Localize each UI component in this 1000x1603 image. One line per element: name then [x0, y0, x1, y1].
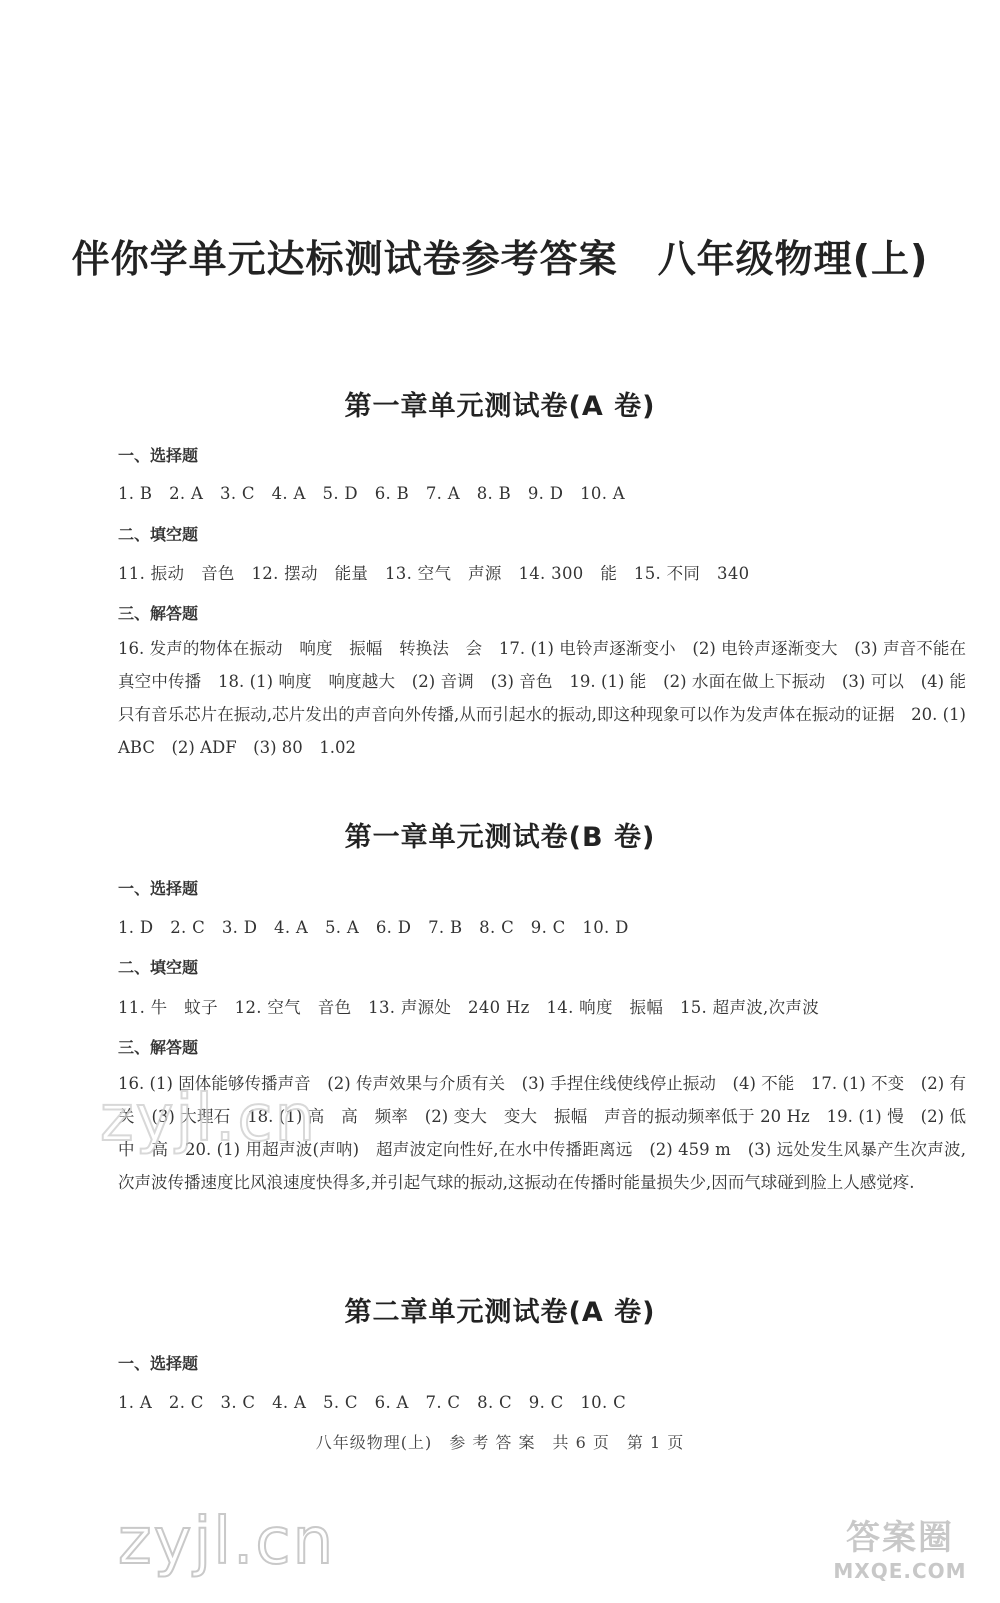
choice-answers: 1. D 2. C 3. D 4. A 5. A 6. D 7. B 8. C 9. C 10. D: [118, 918, 629, 937]
section-title-ch2-a: 第二章单元测试卷(A 卷): [344, 1297, 656, 1328]
solve-answers: 16. (1) 固体能够传播声音 (2) 传声效果与介质有关 (3) 手捏住线使线停止振动 (4) 不能 17. (1) 不变 (2) 有关 (3) 大理石 18. (1) 高 高 频率 (2) 变大 变大 振幅 声音的振动频率低于 20 Hz 19. (1) 慢 (2) 低 中 高 20. (1) 用超声波(声呐) 超声波定向性好,在水中传播距离远 (2) 459 m (3) 远处发生风暴产生次声波,次声波传播速度比风浪速度快得多,并引起气球的振动,这振动在传播时能量损失少,因而气球碰到脸上人感觉疼.: [118, 1074, 983, 1192]
fill-answers: 11. 振动 音色 12. 摆动 能量 13. 空气 声源 14. 300 能 15. 不同 340: [118, 564, 750, 583]
watermark-zyjl: zyjl.cn: [118, 1505, 336, 1579]
heading-solve: 三、解答题: [118, 604, 199, 623]
solve-answers: 16. 发声的物体在振动 响度 振幅 转换法 会 17. (1) 电铃声逐渐变小 (2) 电铃声逐渐变大 (3) 声音不能在真空中传播 18. (1) 响度 响度越大 (2) 音调 (3) 音色 19. (1) 能 (2) 水面在做上下振动 (3) 可以 (4) 能 只有音乐芯片在振动,芯片发出的声音向外传播,从而引起水的振动,即这种现象可以作为发声体在振动的证据 20. (1) ABC (2) ADF (3) 80 1.02: [118, 639, 983, 757]
heading-fill: 二、填空题: [118, 525, 199, 544]
section-title-ch1-b: 第一章单元测试卷(B 卷): [344, 822, 656, 853]
choice-answers: 1. A 2. C 3. C 4. A 5. C 6. A 7. C 8. C 9. C 10. C: [118, 1393, 626, 1412]
watermark-logo: [820, 1510, 980, 1583]
watermark-zyjl-mid: zyjl.cn: [100, 1082, 318, 1156]
heading-fill: 二、填空题: [118, 958, 199, 977]
page-title: [0, 228, 1000, 283]
fill-answers: 11. 牛 蚊子 12. 空气 音色 13. 声源处 240 Hz 14. 响度 振幅 15. 超声波,次声波: [118, 998, 819, 1017]
heading-choice: 一、选择题: [118, 446, 199, 465]
page-title-subject: 八年级物理(上): [657, 237, 929, 281]
heading-solve: 三、解答题: [118, 1038, 199, 1057]
heading-choice: 一、选择题: [118, 879, 199, 898]
choice-answers: 1. B 2. A 3. C 4. A 5. D 6. B 7. A 8. B 9. D 10. A: [118, 484, 625, 503]
page-title-main: 伴你学单元达标测试卷参考答案: [71, 237, 618, 281]
heading-choice: 一、选择题: [118, 1354, 199, 1373]
watermark-brand: 答案圈: [846, 1518, 954, 1558]
section-title-ch1-a: 第一章单元测试卷(A 卷): [344, 391, 656, 422]
watermark-domain: MXQE.COM: [833, 1559, 967, 1583]
page-footer: 八年级物理(上) 参 考 答 案 共 6 页 第 1 页: [315, 1433, 685, 1452]
